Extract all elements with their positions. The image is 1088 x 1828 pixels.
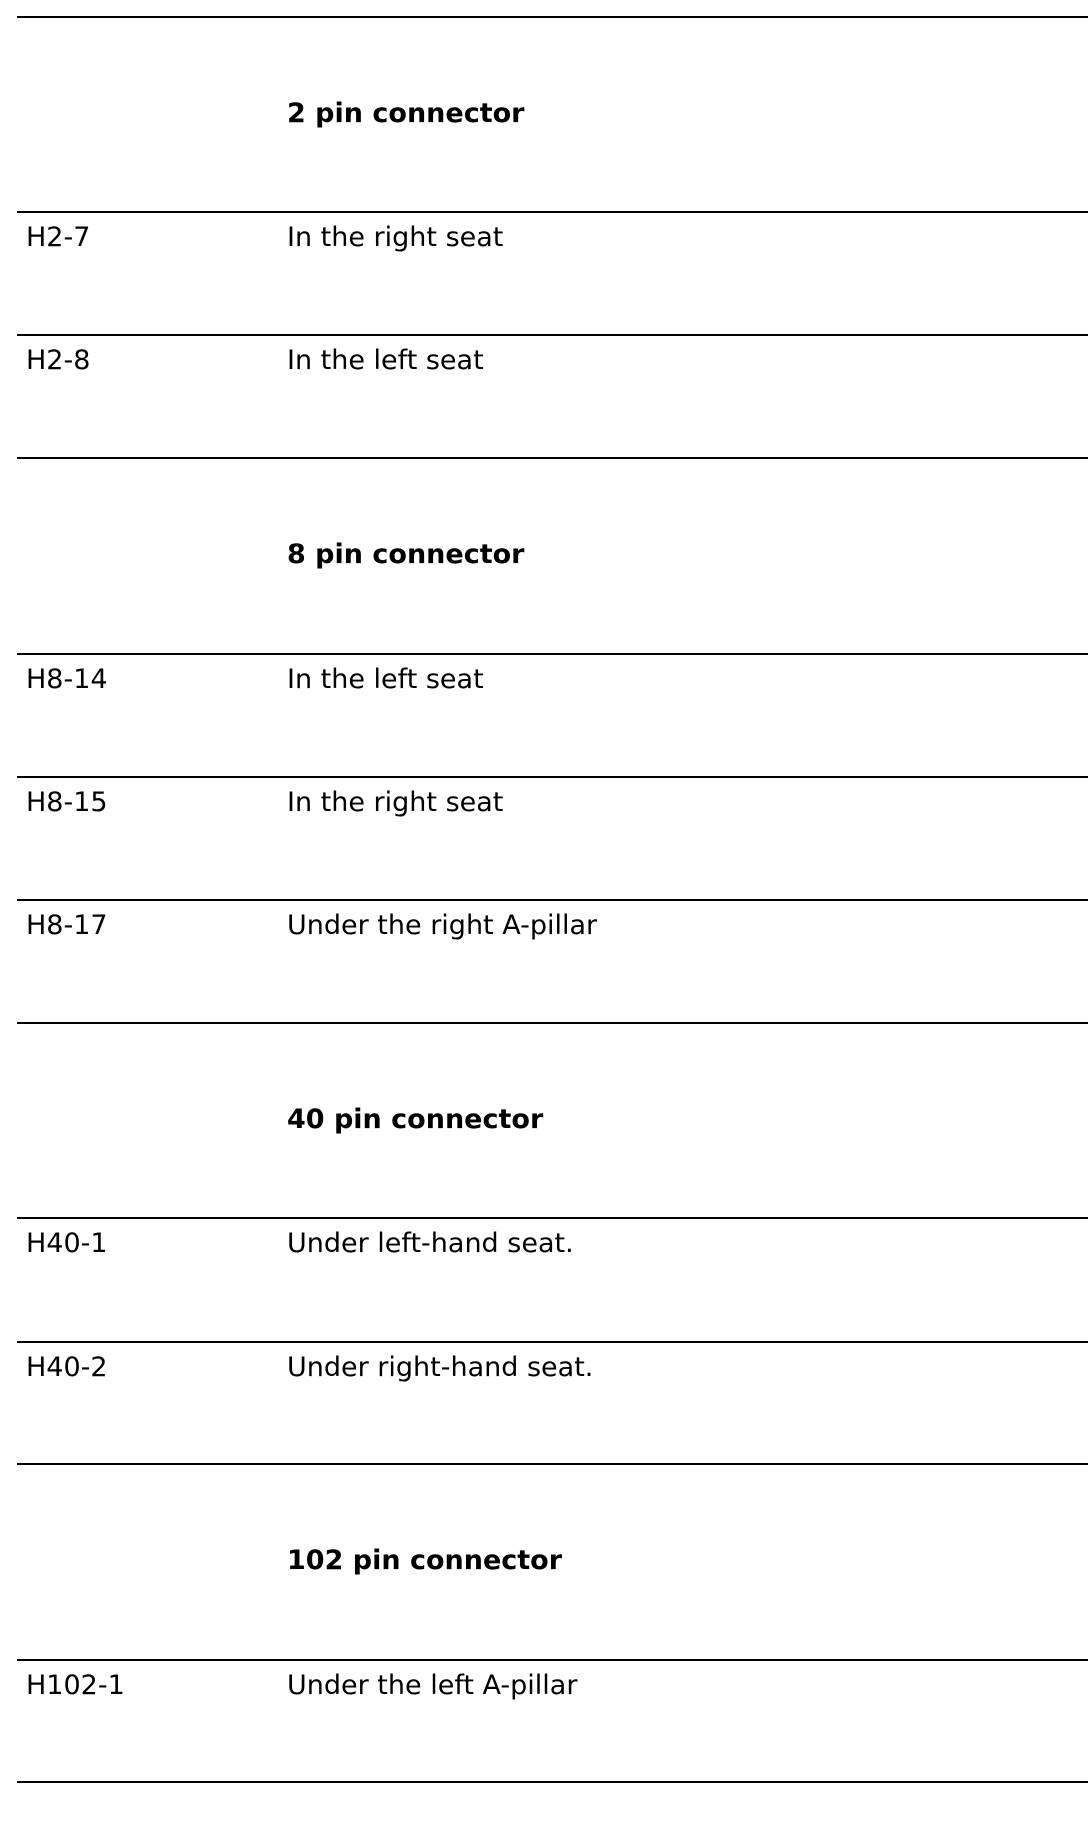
table-divider <box>17 1463 1088 1465</box>
connector-code: H40-1 <box>26 1228 108 1259</box>
table-divider <box>17 1341 1088 1343</box>
section-heading-8-pin: 8 pin connector <box>287 539 525 570</box>
connector-location: In the left seat <box>287 345 484 376</box>
connector-location: Under right-hand seat. <box>287 1352 594 1383</box>
connector-code: H102-1 <box>26 1670 125 1701</box>
connector-location: In the left seat <box>287 664 484 695</box>
table-divider <box>17 211 1088 213</box>
table-divider <box>17 1217 1088 1219</box>
connector-code: H2-7 <box>26 222 91 253</box>
table-divider <box>17 1781 1088 1783</box>
table-divider <box>17 653 1088 655</box>
connector-code: H40-2 <box>26 1352 108 1383</box>
table-divider <box>17 776 1088 778</box>
connector-code: H8-17 <box>26 910 108 941</box>
section-heading-2-pin: 2 pin connector <box>287 98 525 129</box>
table-divider <box>17 457 1088 459</box>
table-divider <box>17 334 1088 336</box>
table-divider <box>17 899 1088 901</box>
connector-code: H8-15 <box>26 787 108 818</box>
connector-code: H2-8 <box>26 345 91 376</box>
section-heading-40-pin: 40 pin connector <box>287 1104 544 1135</box>
connector-location: In the right seat <box>287 222 504 253</box>
connector-location: In the right seat <box>287 787 504 818</box>
connector-location: Under the left A-pillar <box>287 1670 578 1701</box>
table-divider <box>17 16 1088 18</box>
connector-location: Under left-hand seat. <box>287 1228 574 1259</box>
connector-code: H8-14 <box>26 664 108 695</box>
section-heading-102-pin: 102 pin connector <box>287 1545 563 1576</box>
connector-location: Under the right A-pillar <box>287 910 598 941</box>
table-divider <box>17 1022 1088 1024</box>
table-divider <box>17 1659 1088 1661</box>
